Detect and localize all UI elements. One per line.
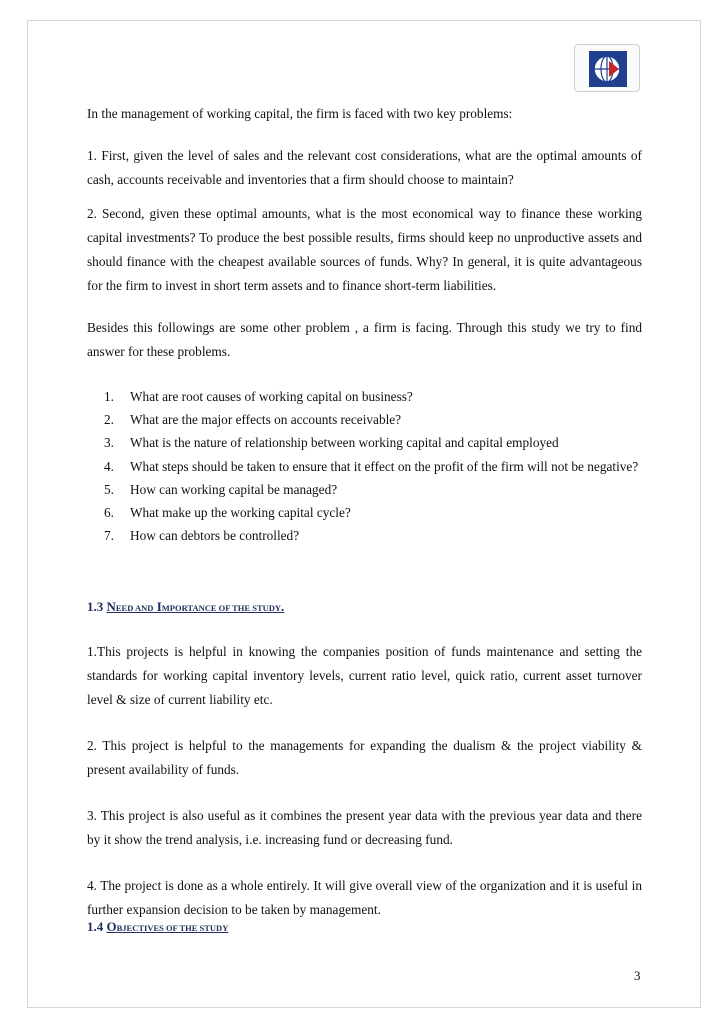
list-item: 1. What are root causes of working capital on business? xyxy=(104,389,413,404)
list-item: 2. What are the major effects on accounts receivable? xyxy=(104,412,402,428)
list-item: 7. How can debtors be controlled? xyxy=(104,528,300,544)
other-problems-paragraph: Besides this followings are some other problem , a firm is facing. Through this study we try to find answer for these problems. xyxy=(87,320,642,359)
list-item: 6. What make up the working capital cycle? xyxy=(104,505,351,521)
logo xyxy=(574,44,640,92)
problems-list xyxy=(87,385,642,547)
globe-emblem-icon xyxy=(589,51,627,87)
need-paragraph-4: 4. The project is done as a whole entirely. It will give overall view of the organization and it is useful in further expansion decision to be taken by management. xyxy=(87,878,642,917)
section-heading-1-4: 1.4 OBJECTIVES OF THE STUDY xyxy=(87,919,229,934)
problem-two-paragraph: 2. Second, given these optimal amounts, what is the most economical way to finance these working capital investments? To produce the best possible results, firms should keep no unproductive assets and should finance with the cheapest available sources of funds. Why? In general, it is quite advantageous for the firm to invest in short term assets and to finance short-term liabilities. xyxy=(87,206,642,293)
list-item: 4. What steps should be taken to ensure that it effect on the profit of the firm will not be negative? xyxy=(104,458,639,474)
problem-one-paragraph: 1. First, given the level of sales and the relevant cost considerations, what are the optimal amounts of cash, accounts receivable and inventories that a firm should choose to maintain? xyxy=(87,148,642,187)
need-paragraph-1: 1.This projects is helpful in knowing the companies position of funds maintenance and setting the standards for working capital inventory levels, current ratio level, quick ratio, current asset turnover level & size of current liability etc. xyxy=(87,644,642,707)
intro-paragraph: In the management of working capital, the firm is faced with two key problems: xyxy=(87,106,513,121)
list-item: 5. How can working capital be managed? xyxy=(104,481,338,497)
list-item: 3. What is the nature of relationship between working capital and capital employed xyxy=(104,435,559,451)
need-paragraph-2: 2. This project is helpful to the managements for expanding the dualism & the project viability & present availability of funds. xyxy=(87,738,642,777)
need-paragraph-3: 3. This project is also useful as it combines the present year data with the previous year data and there by it show the trend analysis, i.e. increasing fund or decreasing fund. xyxy=(87,808,642,847)
section-heading-1-3: 1.3 NEED AND IMPORTANCE OF THE STUDY. xyxy=(87,599,285,614)
page-number: 3 xyxy=(634,968,641,983)
